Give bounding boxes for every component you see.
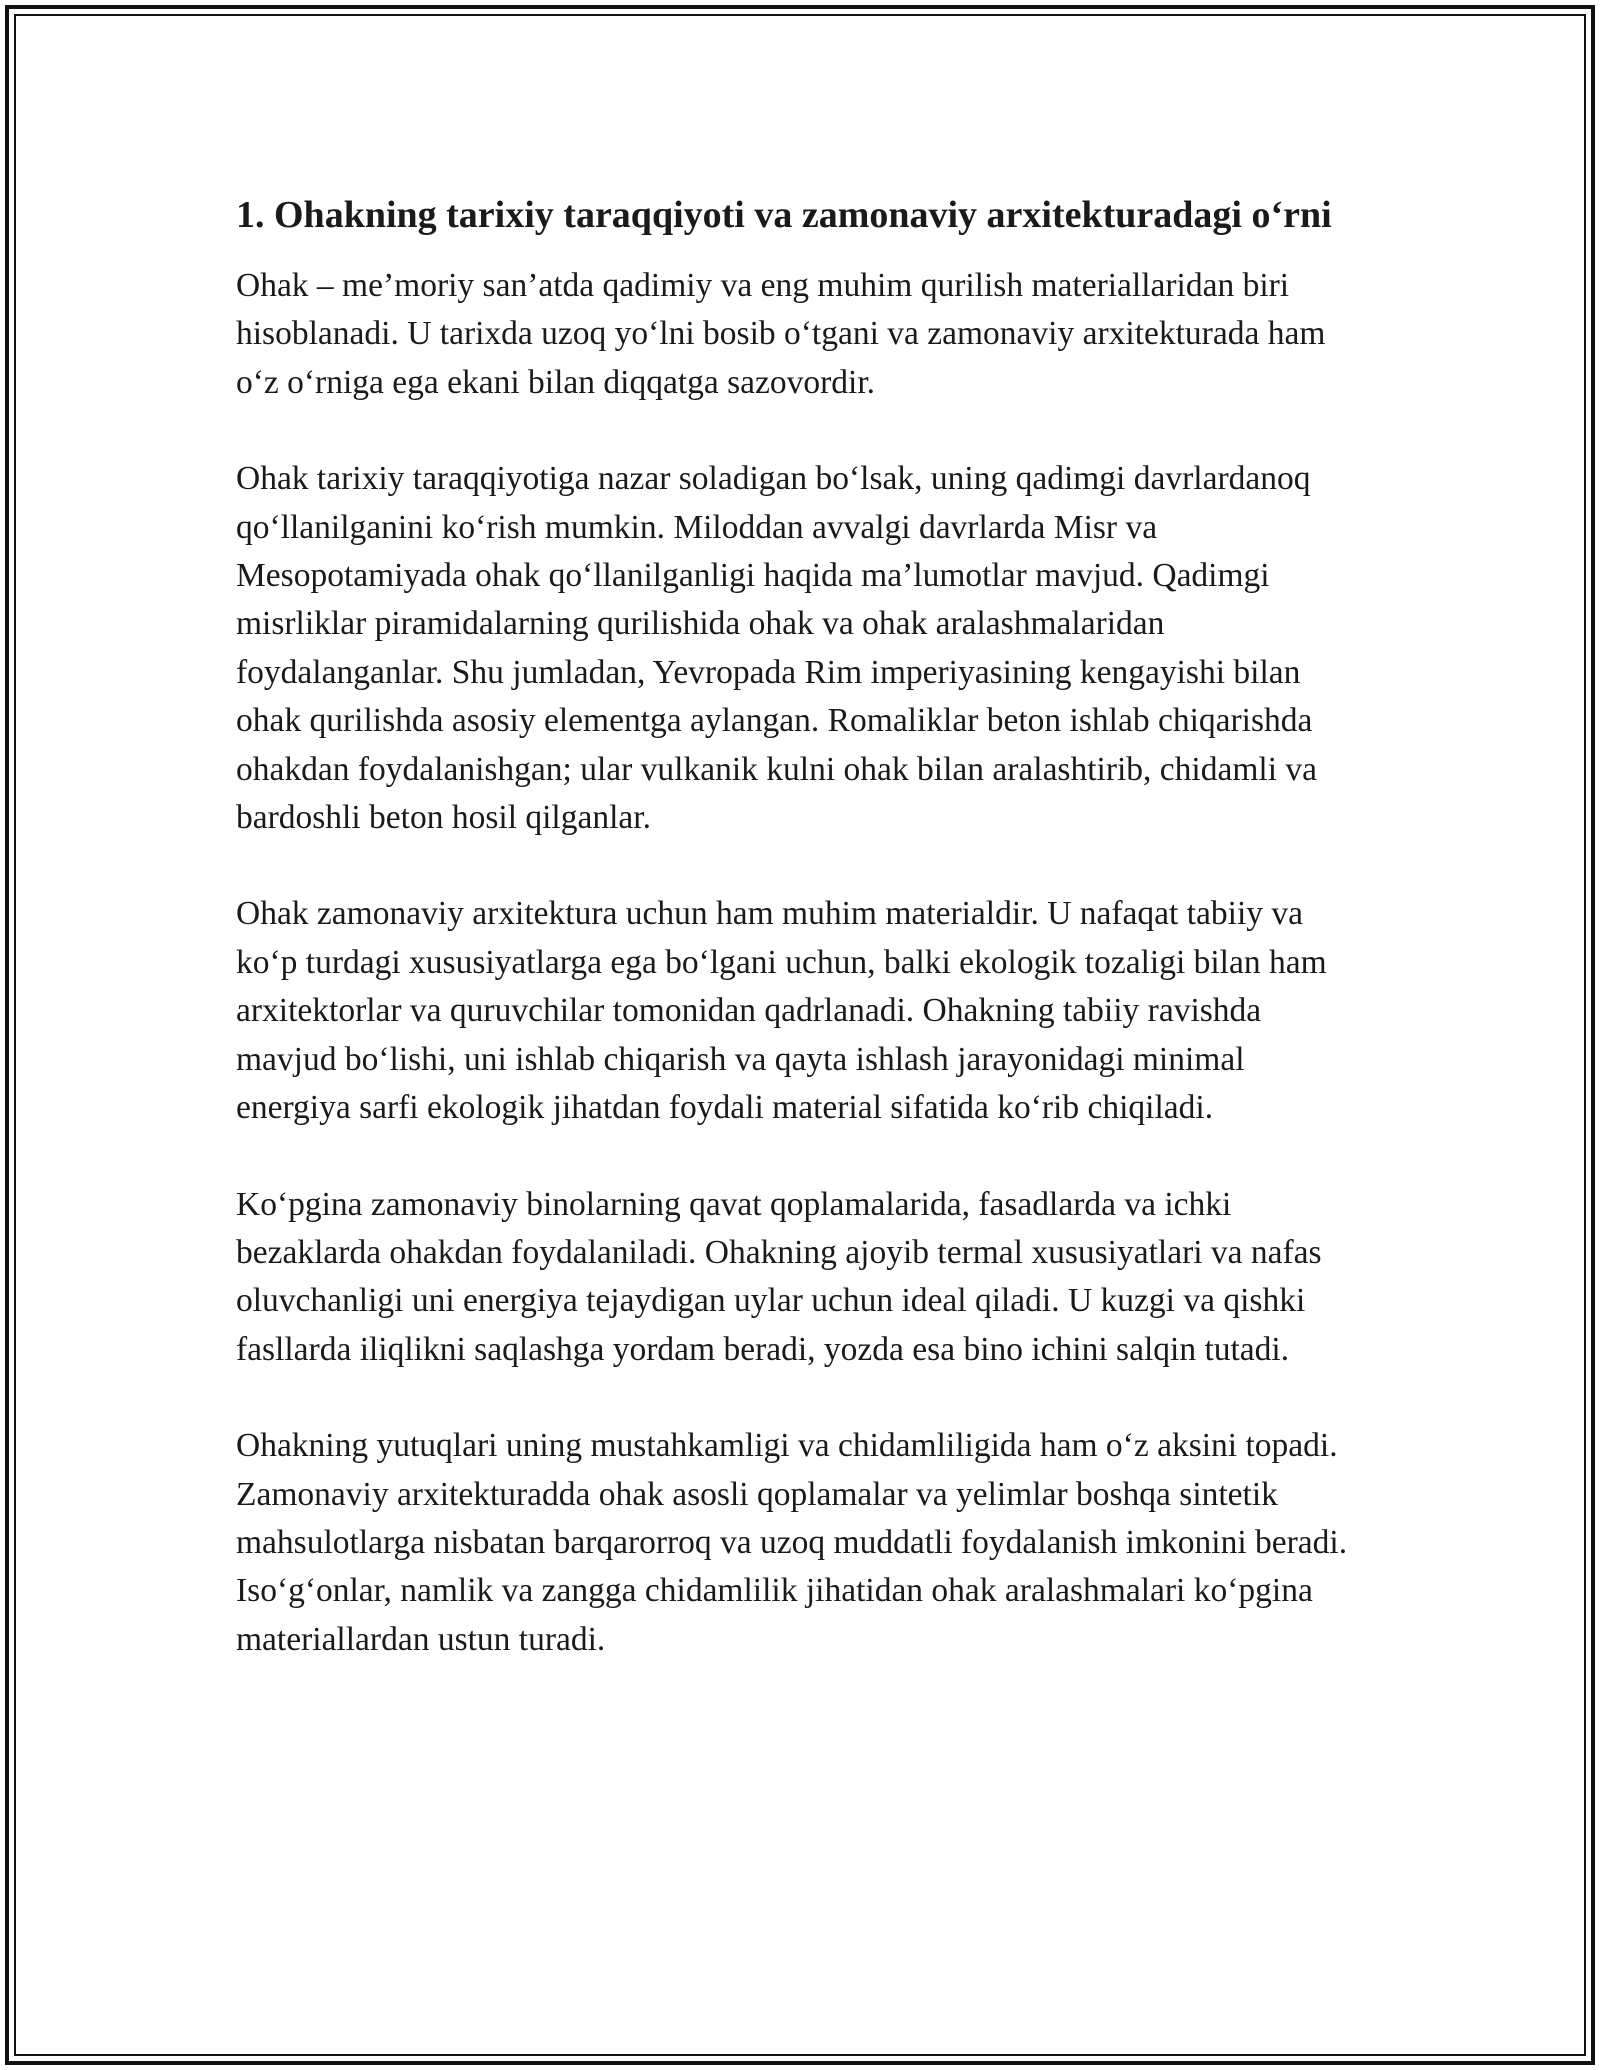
paragraph-intro: Ohak – me’moriy san’atda qadimiy va eng muhim qurilish materiallaridan biri hisoblanadi. U tarixda uzoq yo‘lni bosib o‘tgani va zamonaviy arxitekturada ham o‘z o‘rniga ega ekani bilan diqqatga sazovordir. bbox=[236, 267, 1326, 401]
paragraph-building-use: Ko‘pgina zamonaviy binolarning qavat qoplamalarida, fasadlarda va ichki bezaklarda ohakdan foydalaniladi. Ohakning ajoyib termal xususiyatlari va nafas oluvchanligi uni energiya tejaydigan uylar uchun ideal qiladi. U kuzgi va qishki fasllarda iliqlikni saqlashga yordam beradi, yozda esa bino ichini salqin tutadi. bbox=[236, 1185, 1322, 1368]
paragraph-modern-architecture: Ohak zamonaviy arxitektura uchun ham muhim materialdir. U nafaqat tabiiy va ko‘p turdagi xususiyatlarga ega bo‘lgani uchun, balki ekologik tozaligi bilan ham arxitektorlar va quruvchilar tomonidan qadrlanadi. Ohakning tabiiy ravishda mavjud bo‘lishi, uni ishlab chiqarish va qayta ishlash jarayonidagi minimal energiya sarfi ekologik jihatdan foydali material sifatida ko‘rib chiqiladi. bbox=[236, 895, 1327, 1127]
section-heading: 1. Ohakning tarixiy taraqqiyoti va zamonaviy arxitekturadagi o‘rni bbox=[236, 194, 1332, 236]
document-body bbox=[236, 188, 1366, 1664]
paragraph-advantages: Ohakning yutuqlari uning mustahkamligi va chidamliligida ham o‘z aksini topadi. Zamonaviy arxitekturadda ohak asosli qoplamalar va yelimlar boshqa sintetik mahsulotlarga nisbatan barqarorroq va uzoq muddatli foydalanish imkonini beradi. Iso‘g‘onlar, namlik va zangga chidamlilik jihatidan ohak aralashmalari ko‘pgina materiallardan ustun turadi. bbox=[236, 1427, 1348, 1658]
paragraph-history: Ohak tarixiy taraqqiyotiga nazar soladigan bo‘lsak, uning qadimgi davrlardanoq qo‘llanilganini ko‘rish mumkin. Miloddan avvalgi davrlarda Misr va Mesopotamiyada ohak qo‘llanilganligi haqida ma’lumotlar mavjud. Qadimgi misrliklar piramidalarning qurilishida ohak va ohak aralashmalaridan foydalanganlar. Shu jumladan, Yevropada Rim imperiyasining kengayishi bilan ohak qurilishda asosiy elementga aylangan. Romaliklar beton ishlab chiqarishda ohakdan foydalanishgan; ular vulkanik kulni ohak bilan aralashtirib, chidamli va bardoshli beton hosil qilganlar. bbox=[236, 460, 1318, 837]
